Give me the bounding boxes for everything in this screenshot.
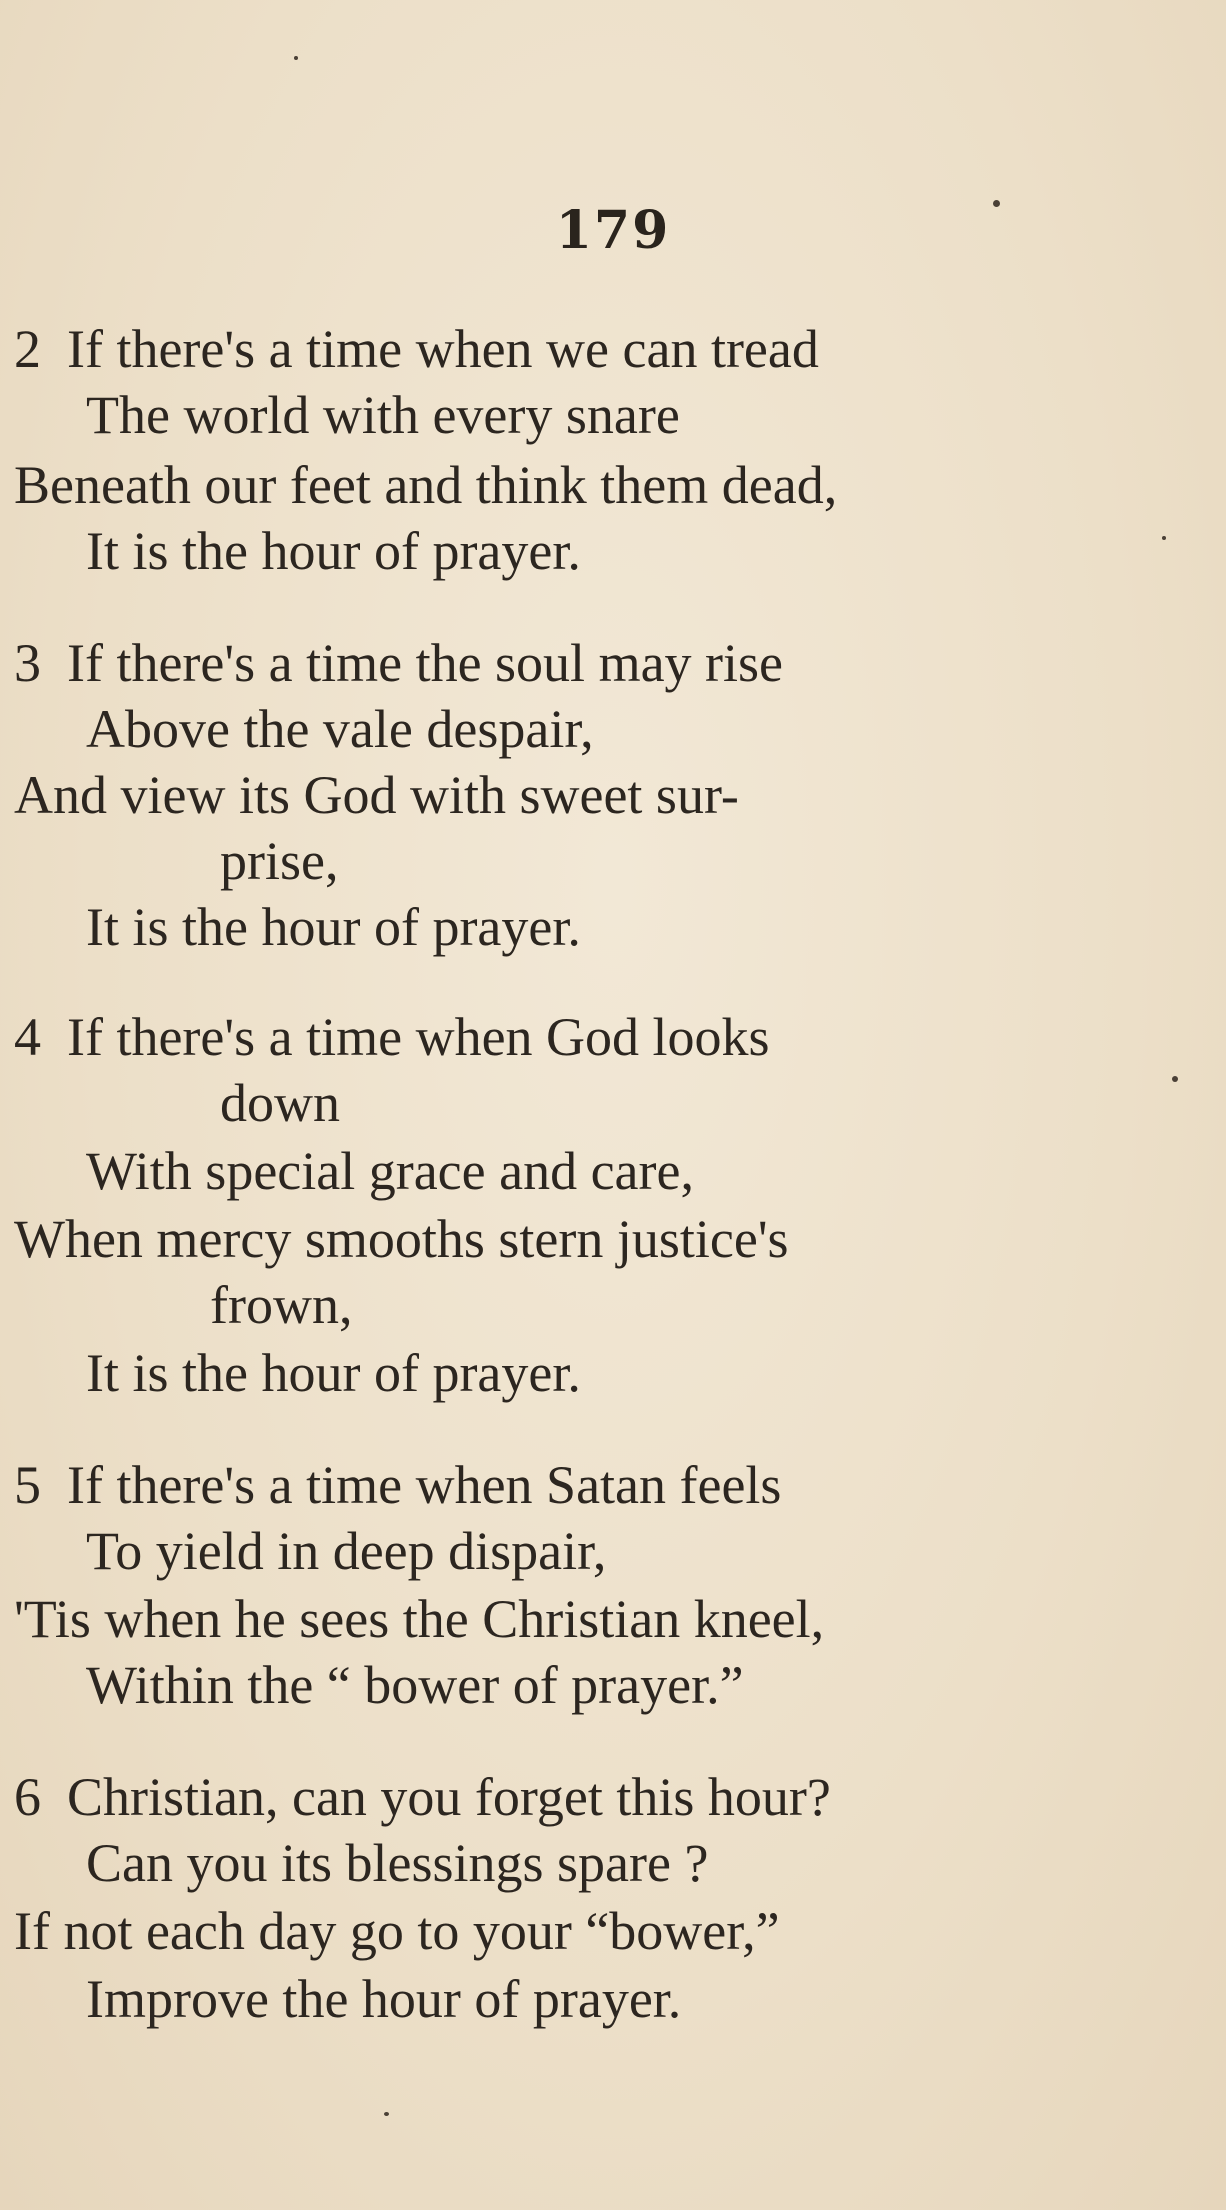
stanza-3-line-1 [14,630,783,696]
stanza-4-line-6: It is the hour of prayer. [86,1343,581,1403]
paper-speck [1162,536,1166,540]
stanza-2-line-2: The world with every snare [86,385,680,445]
paper-speck [384,2112,389,2116]
stanza-6-line-1 [14,1764,831,1830]
stanza-2-line-3: Beneath our feet and think them dead, [14,455,838,515]
stanza-3-line-4: prise, [220,831,339,891]
verse-line: If there's a time when God looks [67,1007,770,1067]
stanza-4-number: 4 [14,1007,41,1067]
stanza-6-number: 6 [14,1767,41,1827]
paper-speck [993,200,1000,207]
stanza-4-line-2: down [220,1073,340,1133]
stanza-4-line-5: frown, [210,1275,353,1335]
stanza-5-line-4: Within the “ bower of prayer.” [86,1655,744,1715]
stanza-4-line-1 [14,1004,770,1070]
verse-line: Christian, can you forget this hour? [67,1767,831,1827]
stanza-3-line-2: Above the vale despair, [86,699,594,759]
stanza-3-number: 3 [14,633,41,693]
stanza-6-line-2: Can you its blessings spare ? [86,1833,709,1893]
stanza-3-line-5: It is the hour of prayer. [86,897,581,957]
stanza-6-line-4: Improve the hour of prayer. [86,1969,682,2029]
paper-speck [1172,1076,1178,1082]
page-number: 179 [555,200,671,261]
paper-speck [294,56,298,60]
stanza-5-line-1 [14,1452,781,1518]
stanza-6-line-3: If not each day go to your “bower,” [14,1901,780,1961]
stanza-5-line-3: 'Tis when he sees the Christian kneel, [14,1589,825,1649]
stanza-2-line-4: It is the hour of prayer. [86,521,581,581]
stanza-3-line-3: And view its God with sweet sur- [14,765,739,825]
stanza-5-line-2: To yield in deep dispair, [86,1521,607,1581]
verse-line: If there's a time when we can tread [67,319,819,379]
stanza-4-line-3: With special grace and care, [86,1141,694,1201]
stanza-5-number: 5 [14,1455,41,1515]
verse-line: If there's a time when Satan feels [67,1455,782,1515]
stanza-4-line-4: When mercy smooths stern justice's [14,1209,789,1269]
stanza-2-line-1 [14,316,819,382]
verse-line: If there's a time the soul may rise [67,633,784,693]
stanza-2-number: 2 [14,319,41,379]
